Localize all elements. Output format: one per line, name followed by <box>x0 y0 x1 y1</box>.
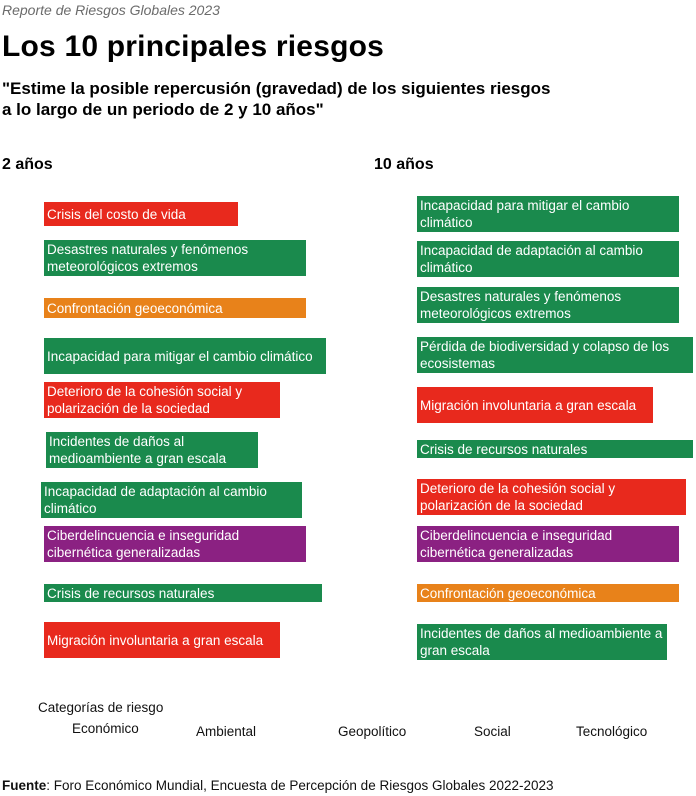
column-heading-2-years: 2 años <box>2 156 53 173</box>
risk-bar-10y-rank-3 <box>417 287 679 323</box>
risk-bar-label: Ciberdelincuencia e inseguridad cibernética generalizadas <box>420 528 613 560</box>
legend-title: Categorías de riesgo <box>38 700 164 715</box>
risk-bar-2y-rank-7 <box>41 482 302 518</box>
risk-bar-label: Incapacidad para mitigar el cambio climático <box>47 348 313 364</box>
legend-item-social: Social <box>474 724 511 739</box>
risk-bar-2y-rank-6 <box>46 432 258 468</box>
risk-bar-2y-rank-4 <box>44 338 326 374</box>
risk-bar-10y-rank-5 <box>417 387 653 423</box>
risk-bar-2y-rank-10 <box>44 622 280 658</box>
column-heading-10-years: 10 años <box>374 156 434 173</box>
risk-bar-label: Confrontación geoeconómica <box>47 300 223 316</box>
source-note <box>2 778 554 793</box>
risk-bar-label: Ciberdelincuencia e inseguridad cibernética generalizadas <box>47 528 240 560</box>
risk-bar-10y-rank-4 <box>417 337 693 373</box>
risk-bar-10y-rank-7 <box>417 479 686 515</box>
risk-bar-10y-rank-8 <box>417 526 679 562</box>
risk-bar-10y-rank-6 <box>417 440 693 458</box>
risk-bar-label: Migración involuntaria a gran escala <box>47 632 264 648</box>
risk-bar-label: Incapacidad de adaptación al cambio climático <box>44 484 267 516</box>
risk-bar-label: Crisis de recursos naturales <box>47 585 215 601</box>
risk-bar-2y-rank-1 <box>44 202 238 226</box>
risk-bar-2y-rank-5 <box>44 382 280 418</box>
risk-bar-label: Incidentes de daños al medioambiente a gran escala <box>420 626 663 658</box>
source-text: : Foro Económico Mundial, Encuesta de Percepción de Riesgos Globales 2022-2023 <box>46 778 554 793</box>
source-label: Fuente <box>2 778 47 793</box>
legend-item-tecnologico: Tecnológico <box>576 724 648 739</box>
risk-bar-label: Migración involuntaria a gran escala <box>420 397 637 413</box>
risk-bar-label: Incidentes de daños al medioambiente a gran escala <box>49 434 227 466</box>
legend-item-economico: Económico <box>72 721 139 736</box>
risk-bar-2y-rank-9 <box>44 584 322 602</box>
risk-bar-label: Pérdida de biodiversidad y colapso de los ecosistemas <box>420 339 670 371</box>
risk-bar-label: Desastres naturales y fenómenos meteorológicos extremos <box>420 289 622 321</box>
chart-subtitle: "Estime la posible repercusión (gravedad) de los siguientes riesgos a lo largo de un periodo de 2 y 10 años" <box>2 79 551 119</box>
risk-bar-10y-rank-10 <box>417 624 667 660</box>
risk-bar-10y-rank-1 <box>417 196 679 232</box>
legend-item-ambiental: Ambiental <box>196 724 257 739</box>
risk-bar-2y-rank-3 <box>44 298 306 318</box>
risk-bar-2y-rank-8 <box>44 526 306 562</box>
risk-bar-label: Confrontación geoeconómica <box>420 585 596 601</box>
risk-bar-label: Incapacidad para mitigar el cambio climático <box>420 198 630 230</box>
risk-bar-10y-rank-2 <box>417 241 679 277</box>
risk-bar-10y-rank-9 <box>417 584 679 602</box>
report-supertitle: Reporte de Riesgos Globales 2023 <box>2 2 220 18</box>
risk-bar-label: Desastres naturales y fenómenos meteorológicos extremos <box>47 242 249 274</box>
risk-bar-label: Deterioro de la cohesión social y polarización de la sociedad <box>420 481 616 513</box>
legend-item-geopolitico: Geopolítico <box>338 724 407 739</box>
risk-bar-2y-rank-2 <box>44 240 306 276</box>
risk-bar-label: Crisis de recursos naturales <box>420 441 588 457</box>
risk-bar-label: Deterioro de la cohesión social y polarización de la sociedad <box>47 384 243 416</box>
risk-bar-label: Incapacidad de adaptación al cambio climático <box>420 243 643 275</box>
risk-bar-label: Crisis del costo de vida <box>47 206 186 222</box>
chart-title: Los 10 principales riesgos <box>2 30 385 63</box>
